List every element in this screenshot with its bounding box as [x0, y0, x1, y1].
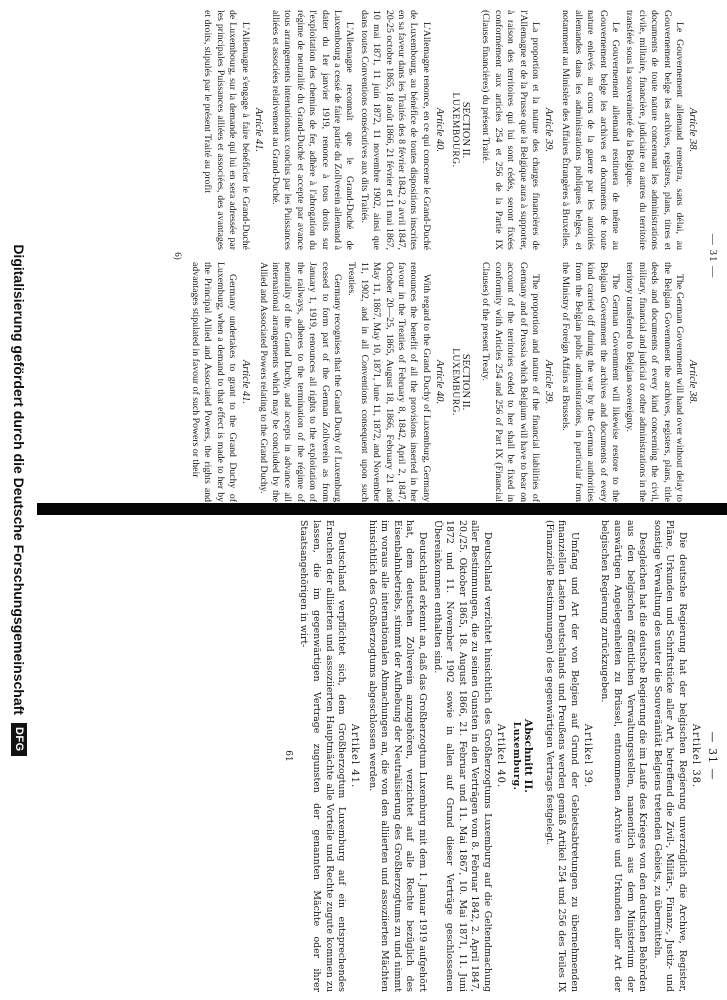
article-heading: Artikel 38. [690, 723, 701, 789]
article-heading: Artikel 40. [495, 723, 507, 789]
article-heading: Article 38. [687, 107, 698, 153]
paragraph: Le Gouvernement allemand restituera de même au Gouvernement belge les archives et documents de toute nature enlevés au cours de la guerre par les autorités allemandes dans les administrations publiques belges, et notamment au Ministère des Affaires Étrangères à Bruxelles. [560, 10, 621, 250]
signature-mark: 6) [172, 252, 183, 260]
paragraph: Umfang und Art der von Belgien auf Grund der Gebietsabtretungen zu übernehmenden finanziellen Lasten Deutschlands und Preußens werden gemäß Artikel 254 und 256 des Teiles IX (Finanzielle Bestimmungen) des gegenwärtigen Vertrags festgelegt. [543, 520, 580, 992]
right-page [283, 520, 719, 992]
book-spread [37, 0, 727, 1000]
paragraph: The proportion and nature of the financial liabilities of Germany and of Prussia which Belgium will have to bear on account of the territories ceded to her shall be fixed in conformity with Articles 254 and 256 of Part IX (Financial Clauses) of the present Treaty. [480, 262, 541, 502]
paragraph: Die deutsche Regierung hat der belgischen Regierung unverzüglich die Archive, Register, Pläne, Urkunden und Schriftstücke aller Art, betreffend die Zivil-, Militär-, Finanz-, Justiz- und sonstige Verwaltung des unter die Souveränität Belgiens tretenden Gebiets, zu übermitteln. [651, 520, 688, 992]
bilingual-columns [187, 10, 703, 502]
article-heading: Artikel 41. [349, 723, 361, 789]
article-heading: Article 39. [542, 107, 554, 153]
english-column [187, 262, 703, 502]
paragraph: Deutschland verpflichtet sich, dem Großherzogtum Luxemburg auf ein entsprechendes Ersuchen der alliierten und assoziierten Hauptmächte alle Vorteile und Rechte zugute kommen zu lassen, die im gegenwärtigen Vertrage zugunsten der genannten Mächte oder ihrer Staatsangehörigen in wirt- [298, 520, 348, 992]
paragraph: Germany undertakes to grant to the Grand Duchy of Luxemburg, when a demand to that effect is made to her by the Principal Allied and Associated Powers, the rights and advantages stipulated in favour of such Powers or their [190, 262, 239, 502]
left-page [173, 10, 719, 502]
paragraph: With regard to the Grand Duchy of Luxemburg, Germany renounces the benefit of all the provisions inserted in her favour in the Treaties of February 8, 1842, April 2, 1847, October 20—25, 1865, August 18, 1866, February 21 and May 11, 1867, May 10, 1871, June 11, 1872, and November 11, 1902, and in all Conventions consequent upon such Treaties. [346, 262, 432, 502]
paragraph: La proportion et la nature des charges financières de l'Allemagne et de la Prusse que la Belgique aura à supporter, à raison des territoires qui lui sont cédés, seront fixées conformément aux articles 254 et 256 de la Partie IX (Clauses financières) du présent Traité. [480, 10, 541, 250]
dfg-logo-icon: DFG [11, 723, 27, 756]
article-heading: Article 41. [252, 107, 264, 153]
article-heading: Article 40. [433, 359, 445, 405]
page-number: — 31 — [707, 233, 719, 279]
paragraph: Deutschland erkennt an, daß das Großherzogtum Luxemburg mit dem 1. Januar 1919 aufgehört hat, dem deutschen Zollverein anzugehören, verzichtet auf alle Rechte bezüglich des Eisenbahnbetriebs, stimmt der Aufhebung der Neutralisierung des Großherzogtums zu und nimmt im voraus alle internationalen Abmachungen an, die von den alliierten und assoziierten Mächten hinsichtlich des Großherzogtums abgeschlossen werden. [366, 520, 429, 992]
article-heading: Article 41. [240, 359, 252, 405]
book-gutter [37, 503, 727, 515]
paragraph: Germany recognises that the Grand Duchy of Luxemburg ceased to form part of the German Zollverein as from January 1, 1919, renounces all rights to the exploitation of the railways, adheres to the termination of the régime of neutrality of the Grand Duchy, and accepts in advance all international arrangements which may be concluded by the Allied and Associated Powers relating to the Grand Duchy. [257, 262, 344, 502]
paragraph: L'Allemagne s'engage à faire bénéficier le Grand-Duché de Luxembourg, sur la demande qui lui en sera adressée par les principales Puissances alliées et associées, des avantages et droits, stipulés par le présent Traité au profit [202, 10, 251, 250]
section-name: LUXEMBURG. [449, 348, 460, 416]
credit-text: Digitalisierung gefördert durch die Deutsche Forschungsgemeinschaft [11, 244, 27, 715]
article-heading: Article 40. [433, 107, 445, 153]
paragraph: L'Allemagne renonce, en ce qui concerne le Grand-Duché de Luxembourg, au bénéfice de toutes dispositions inscrites en sa faveur dans les Traités des 8 février 1842, 2 avril 1847, 20-25 octobre 1865, 18 août 1866, 21 février et 11 mai 1867, 10 mai 1871, 11 juin 1872, 11 novembre 1902, ainsi que dans toutes Conventions consécutives aux dits Traités. [358, 10, 432, 250]
article-heading: Article 38. [687, 359, 698, 405]
paragraph: L'Allemagne reconnaît que le Grand-Duché de Luxembourg a cessé de faire partie du Zollverein allemand à dater du 1er janvier 1919, renonce à tous droits sur l'exploitation des chemins de fer, adhère à l'abrogation du régime de neutralité du Grand-Duché et accepte par avance tous arrangements internationaux conclus par les Puissances alliées et associées relativement au Grand-Duché. [270, 10, 356, 250]
paragraph: Desgleichen hat die deutsche Regierung die im Laufe des Krieges von den deutschen Behörden aus den belgischen öffentlichen Verwaltungsstellen, namentlich aus dem Ministerium der auswärtigen Angelegenheiten zu Brüssel, entnommenen Archive und Urkunden aller Art der belgischen Regierung zurückzugeben. [599, 520, 649, 992]
french-column [187, 10, 703, 250]
digitization-credit [7, 0, 31, 1000]
paragraph: Le Gouvernement allemand remettra, sans délai, au Gouvernement belge les archives, registres, plans, titres et documents de toute nature concernant les administrations civile, militaire, financière, judiciaire ou autres du territoire transféré sous la souveraineté de la Belgique. [624, 10, 685, 250]
article-heading: Article 39. [542, 359, 554, 405]
paragraph: Deutschland verzichtet hinsichtlich des Großherzogtums Luxemburg auf die Geltendmachung aller Bestimmungen, die zu seinen Gunsten in den Verträgen vom 8. Februar 1842, 2. April 1847, 20./25. Oktober 1865, 18. August 1866, 21. Februar und 11. Mai 1867, 10. Mai 1871, 11. Juni 1872 und 11. November 1902 sowie in allen auf Grund dieser Verträge geschlossenen Übereinkommen enthalten sind. [431, 520, 494, 992]
section-name: LUXEMBOURG. [449, 92, 460, 168]
page-number: — 31 — [706, 731, 719, 781]
paragraph: The German Government will hand over without delay to the Belgian Government the archives, registers, plans, title deeds and documents of every kind concerning the civil, military, financial and judicial or other administrations in the territory transferred to Belgian sovereignty. [624, 262, 685, 502]
section-heading: Abschnitt II. [522, 719, 535, 793]
article-heading: Artikel 39. [581, 723, 593, 789]
paragraph: The German Government will likewise restore to the Belgian Government the archives and documents of every kind carried off during the war by the German authorities from the Belgian public administrations, in particular from the Ministry of Foreign Affairs at Brussels. [560, 262, 621, 502]
signature-mark: 61 [282, 750, 293, 762]
section-name: Luxemburg. [511, 721, 523, 791]
section-heading: SECTION II. [459, 353, 471, 411]
section-heading: SECTION II. [459, 101, 471, 159]
